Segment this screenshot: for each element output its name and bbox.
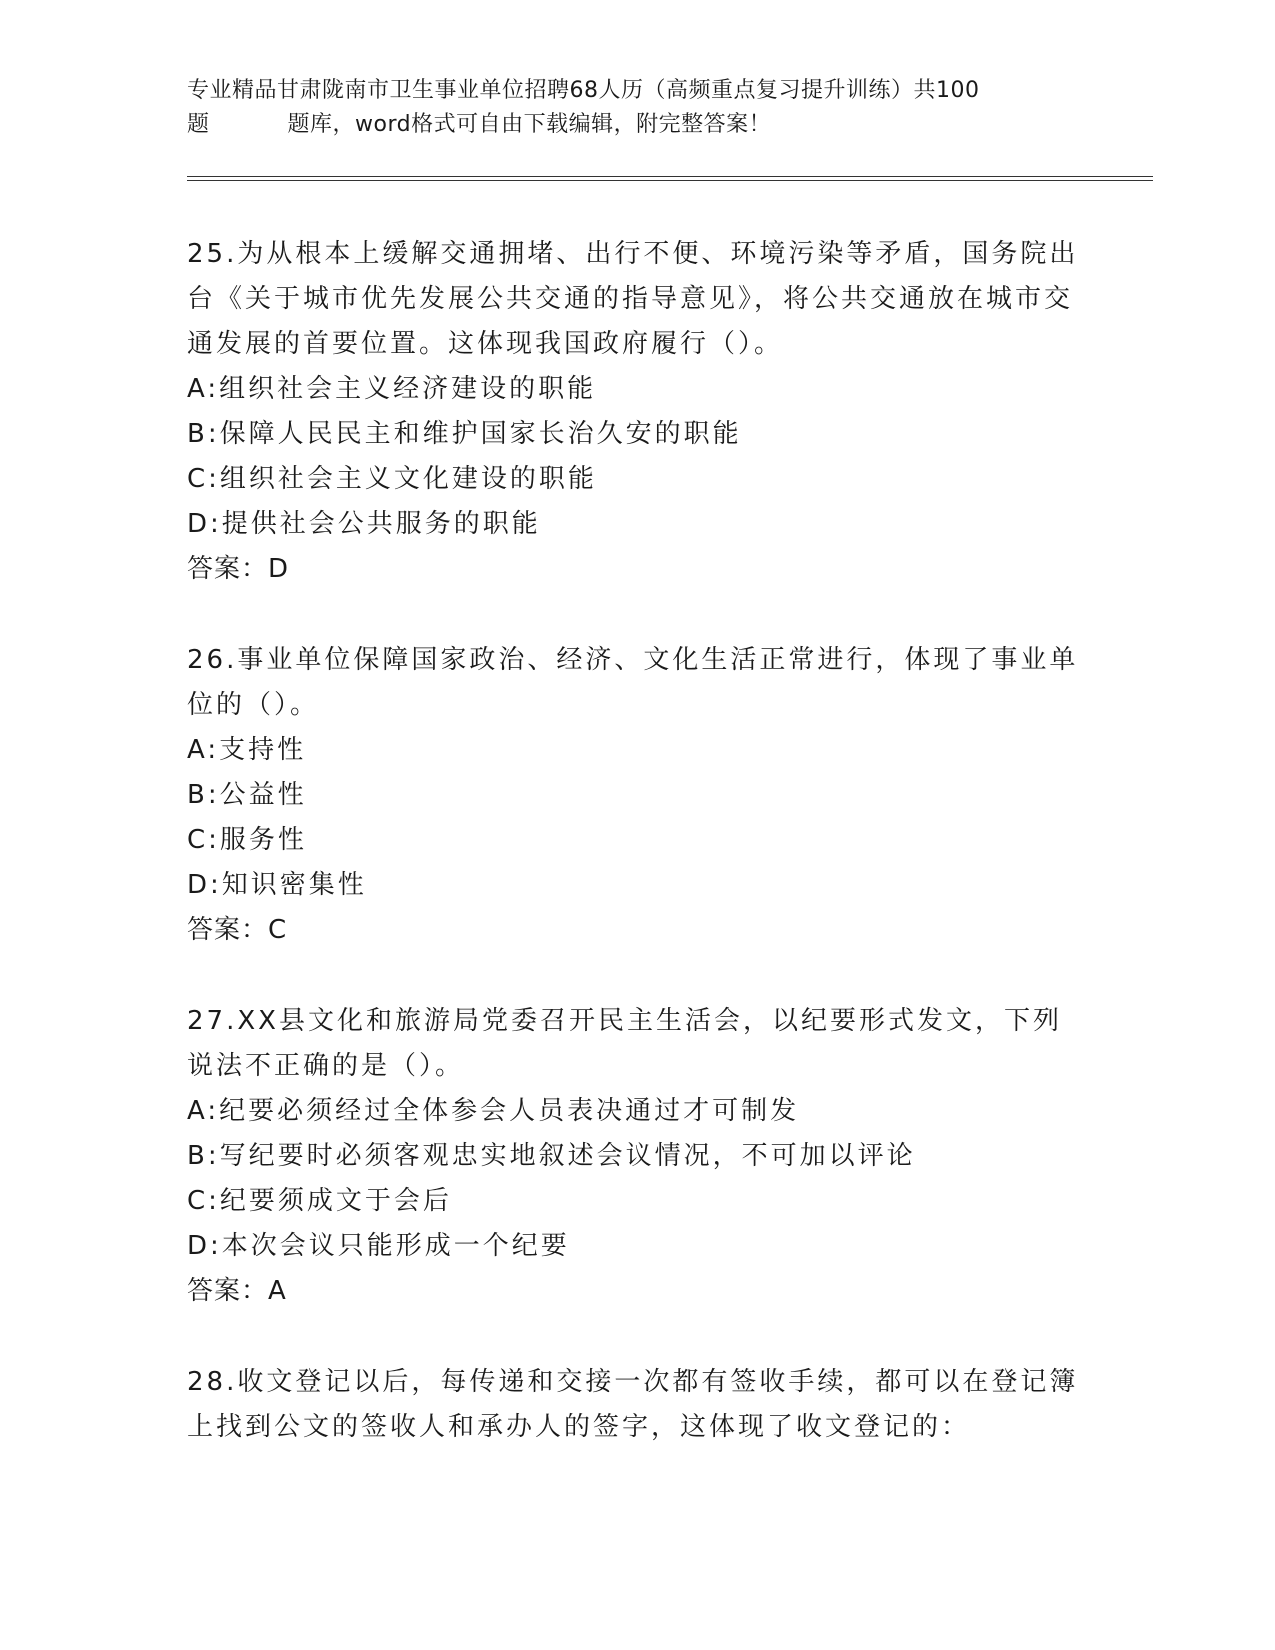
question-stem: 27.XX县文化和旅游局党委召开民主生活会，以纪要形式发文，下列说法不正确的是（）。 <box>187 1006 1062 1081</box>
option-c: C:组织社会主义文化建设的职能 <box>187 464 597 494</box>
question-item <box>187 638 1087 953</box>
question-stem: 28.收文登记以后，每传递和交接一次都有签收手续，都可以在登记簿上找到公文的签收人和承办人的签字，这体现了收文登记的： <box>187 1367 1079 1442</box>
header-divider <box>187 176 1153 181</box>
option-a: A:组织社会主义经济建设的职能 <box>187 374 597 404</box>
option-c: C:服务性 <box>187 825 307 855</box>
option-a: A:支持性 <box>187 735 307 765</box>
question-item <box>187 999 1087 1314</box>
option-d: D:提供社会公共服务的职能 <box>187 509 541 539</box>
question-stem: 26.事业单位保障国家政治、经济、文化生活正常进行，体现了事业单位的（）。 <box>187 645 1079 720</box>
header-line-2-left: 题 <box>187 112 210 137</box>
question-item <box>187 232 1087 592</box>
option-c: C:纪要须成文于会后 <box>187 1186 452 1216</box>
option-b: B:写纪要时必须客观忠实地叙述会议情况，不可加以评论 <box>187 1141 916 1171</box>
header-line-2 <box>187 108 1153 142</box>
page-header <box>187 74 1153 142</box>
option-d: D:知识密集性 <box>187 870 367 900</box>
answer-line: 答案：C <box>187 915 288 945</box>
option-b: B:公益性 <box>187 780 307 810</box>
option-a: A:纪要必须经过全体参会人员表决通过才可制发 <box>187 1096 800 1126</box>
header-line-1: 专业精品甘肃陇南市卫生事业单位招聘68人历（高频重点复习提升训练）共100 <box>187 78 980 103</box>
answer-line: 答案：D <box>187 554 290 584</box>
answer-line: 答案：A <box>187 1276 287 1306</box>
question-stem: 25.为从根本上缓解交通拥堵、出行不便、环境污染等矛盾，国务院出台《关于城市优先发展公共交通的指导意见》，将公共交通放在城市交通发展的首要位置。这体现我国政府履行（）。 <box>187 239 1079 359</box>
option-b: B:保障人民民主和维护国家长治久安的职能 <box>187 419 742 449</box>
question-list <box>187 232 1087 1496</box>
option-d: D:本次会议只能形成一个纪要 <box>187 1231 570 1261</box>
question-item <box>187 1360 1087 1450</box>
header-line-2-right: 题库，word格式可自由下载编辑，附完整答案！ <box>287 112 772 137</box>
